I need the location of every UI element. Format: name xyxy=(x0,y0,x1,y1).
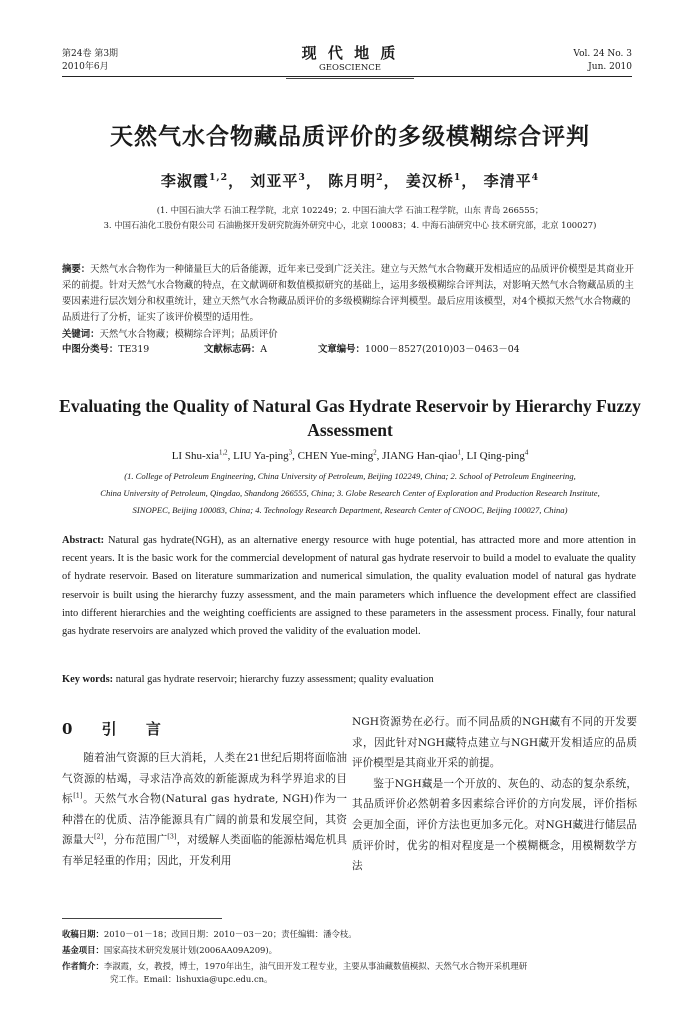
footnote-rule xyxy=(62,918,222,919)
title-en: Evaluating the Quality of Natural Gas Hydrate Reservoir by Hierarchy Fuzzy Assessment xyxy=(59,396,641,440)
author: 李清平 xyxy=(483,172,532,190)
footnote-received xyxy=(62,928,636,941)
keywords-en-text: natural gas hydrate reservoir; hierarchy fuzzy assessment; quality evaluation xyxy=(115,674,434,685)
keywords-en-label: Key words: xyxy=(62,674,114,685)
authors-en: LI Shu-xia$^{1,2}$, LIU Ya-ping$^3$, CHEN Yue-ming$^2$, JIANG Han-qiao$^1$, LI Qing-ping$^4$ xyxy=(171,449,529,462)
author-en-affil: 4 xyxy=(524,449,529,457)
clc-label: 中图分类号： xyxy=(62,344,119,355)
author-affil: 2 xyxy=(376,172,384,183)
abstract-cn-label: 摘要： xyxy=(62,264,91,275)
authors-cn: 李淑霞$^{1,2}$， 刘亚平$^3$， 陈月明$^2$， 姜汉桥$^1$， 李清平$^4$ xyxy=(160,172,540,190)
journal-title-cn: 现 代 地 质 xyxy=(301,44,399,62)
citation: [2] xyxy=(93,832,104,841)
footnote-author-text-2: 究工作。Email：lishuxia@upc.edu.cn。 xyxy=(110,974,273,984)
journal-issue xyxy=(62,48,118,74)
volume-issue-en: Vol. 24 No. 3 xyxy=(573,49,632,59)
keywords-en xyxy=(62,672,636,688)
affiliation-en-line3: SINOPEC, Beijing 100083, China; 4. Technology Research Department, Research Center of CNOOC, Beijing 100027, China) xyxy=(132,505,568,515)
abstract-en-text: Natural gas hydrate(NGH), as an alternative energy resource with huge potential, has attracted more and more attention in recent years. It is the basic work for the commercial development of natural gas hydrate reservoir to build a model to evaluate the quality of hydrate reservoir. Based on literature summarization and numerical simulation, the quality evaluation model of natural gas hydrate reservoir is built using the hierarchy fuzzy assessment, and the main parameters which influence the development effect are classified into different hierarchies and the weighting coefficients are assigned to these parameters in the assessment process. Finally, four natural gas hydrate reservoirs are analyzed which proved the validity of the evaluation model. xyxy=(62,535,636,638)
text-run: 。天然气水合物(Natural gas hydrate, NGH)作为一种潜在的优质、洁净能源具有广阔的前景和发展空间，其资源量大 xyxy=(62,793,348,847)
affiliation-en-line2: China University of Petroleum, Qingdao, Shandong 266555, China; 3. Globe Research Center of Exploration and Production Research Institute, xyxy=(100,488,600,498)
author: 刘亚平 xyxy=(250,172,299,190)
author-en: LI Shu-xia xyxy=(171,450,220,462)
keywords-cn-label: 关键词： xyxy=(62,329,100,340)
date-cn: 2010年6月 xyxy=(62,62,109,72)
footnote-fund xyxy=(62,944,636,957)
keywords-cn-text: 天然气水合物藏；模糊综合评判；品质评价 xyxy=(99,329,278,340)
footnote-author-label: 作者简介： xyxy=(62,961,104,971)
body-right-column xyxy=(352,712,637,877)
author-affil: 1,2 xyxy=(208,172,229,183)
affiliation-en-line1: (1. College of Petroleum Engineering, China University of Petroleum, Beijing 102249, China; 2. School of Petroleum Engineering, xyxy=(124,471,576,481)
affiliation-cn-line1: (1. 中国石油大学 石油工程学院，北京 102249；2. 中国石油大学 石油工程学院，山东 青岛 266555； xyxy=(156,205,544,215)
text-run: 随着油气资源的巨大消耗，人类在21世纪后期将面临油气资源的枯竭，寻求洁净高效的新能源成为科学界追求的目标 xyxy=(62,752,347,806)
clc-value: TE319 xyxy=(118,344,150,355)
header-subrule xyxy=(286,78,414,79)
author-en-affil: 1,2 xyxy=(219,449,228,457)
footnote-author xyxy=(62,960,636,986)
header-rule xyxy=(62,76,632,77)
doc-code-label: 文献标志码： xyxy=(204,344,261,355)
footnote-received-label: 收稿日期： xyxy=(62,929,104,939)
body-left-column xyxy=(62,712,347,872)
section-heading: 0 引 言 xyxy=(62,720,173,738)
citation: [3] xyxy=(167,832,177,841)
abstract-cn xyxy=(62,262,634,326)
body-paragraph: NGH资源势在必行。而不同品质的NGH藏有不同的开发要求，因此针对NGH藏特点建立与NGH藏开发相适应的品质评价模型是其商业开采的前提。 xyxy=(352,716,637,770)
author-en-affil: 3 xyxy=(288,449,293,457)
author: 陈月明 xyxy=(328,172,377,190)
author: 姜汉桥 xyxy=(405,172,454,190)
author-affil: 4 xyxy=(531,172,540,183)
abstract-en xyxy=(62,532,636,641)
author-affil: 1 xyxy=(453,172,462,183)
footnote-author-text: 李淑霞，女，教授，博士，1970年出生，油气田开发工程专业，主要从事油藏数值模拟、天然气水合物开采机理研 xyxy=(103,961,528,971)
article-no-value: 1000－8527(2010)03－0463－04 xyxy=(364,344,520,355)
body-paragraph: 鉴于NGH藏是一个开放的、灰色的、动态的复杂系统，其品质评价必然朝着多因素综合评价的方向发展，评价指标会更加全面，评价方法也更加多元化。对NGH藏进行储层品质评价时，优劣的相对程度是一个模糊概念，用模糊数学方法 xyxy=(352,777,637,873)
author-en: LI Qing-ping xyxy=(466,450,525,462)
author-en: CHEN Yue-ming xyxy=(297,450,374,462)
article-no-label: 文章编号： xyxy=(318,344,365,355)
volume-issue-cn: 第24卷 第3期 xyxy=(62,49,119,59)
journal-title-en: GEOSCIENCE xyxy=(319,63,381,73)
text-run: ，对缓解人类面临的能源枯竭危机具有举足轻重的作用；因此，开发利用 xyxy=(62,834,348,867)
footnote-fund-text: 国家高技术研究发展计划(2006AA09A209)。 xyxy=(103,945,278,955)
journal-name xyxy=(250,44,450,74)
author-en-affil: 2 xyxy=(373,449,377,457)
author-en: JIANG Han-qiao xyxy=(382,450,458,462)
body-paragraph xyxy=(62,748,347,872)
author-en-affil: 1 xyxy=(457,449,462,457)
abstract-en-label: Abstract: xyxy=(62,535,105,546)
title-cn: 天然气水合物藏品质评价的多级模糊综合评判 xyxy=(110,123,590,150)
doc-code-value: A xyxy=(260,344,268,355)
author-en: LIU Ya-ping xyxy=(233,450,289,462)
abstract-cn-text: 天然气水合物作为一种储量巨大的后备能源，近年来已受到广泛关注。建立与天然气水合物藏开发相适应的品质评价模型是其商业开采的前提。针对天然气水合物藏的特点，在文献调研和数值模拟研究的基础上，运用多级模糊综合评判法，对影响天然气水合物藏品质的主要因素进行层次划分和权重统计，建立天然气水合物藏品质评价的多级模糊综合评判模型。最后应用该模型，对4个模拟天然气水合物藏的品质进行了分析，证实了该评价模型的适用性。 xyxy=(62,264,634,323)
author: 李淑霞 xyxy=(160,172,209,190)
affiliation-cn-line2: 3. 中国石油化工股份有限公司 石油勘探开发研究院海外研究中心，北京 100083；4. 中海石油研究中心 技术研究部，北京 100027) xyxy=(103,220,597,230)
citation: [1] xyxy=(73,791,83,800)
footnote-received-text: 2010－01－18；改回日期：2010－03－20；责任编辑：潘令枝。 xyxy=(103,929,357,939)
text-run: ，分布范围广 xyxy=(103,834,168,847)
author-affil: 3 xyxy=(298,172,306,183)
date-en: Jun. 2010 xyxy=(588,62,632,72)
journal-issue-en xyxy=(573,48,632,74)
keywords-cn xyxy=(62,327,634,343)
footnote-fund-label: 基金项目： xyxy=(62,945,104,955)
